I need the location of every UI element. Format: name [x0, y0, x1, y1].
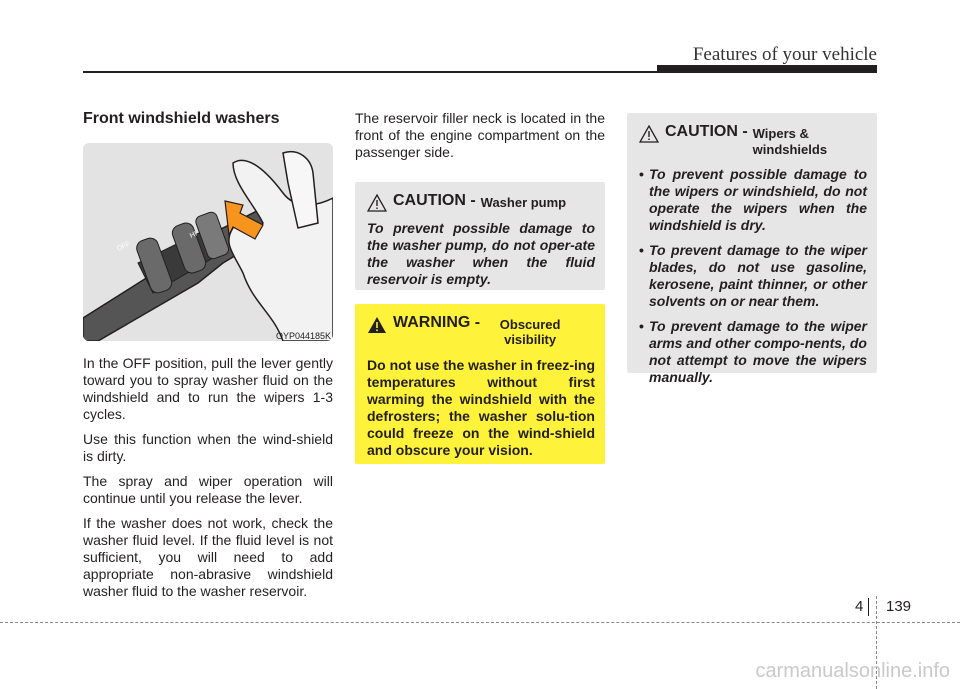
middle-column	[355, 110, 605, 464]
right-column	[627, 113, 877, 385]
paragraph: In the OFF position, pull the lever gently toward you to spray washer fluid on the windshield and to run the wipers 1-3 cycles.	[83, 355, 333, 422]
svg-text:OFF: OFF	[115, 240, 132, 253]
caution-title: Wipers & windshields	[752, 126, 828, 157]
page-number: 139	[886, 598, 912, 615]
footer-rule	[0, 622, 960, 623]
paragraph: If the washer does not work, check the washer fluid level. If the fluid level is not sufficient, you will need to add appropriate non-abrasive windshield washer fluid to the washer reservoir.	[83, 515, 333, 599]
caution-box-wipers-windshields	[627, 113, 877, 385]
caution-triangle-icon	[639, 125, 659, 143]
header-title: Features of your vehicle	[692, 44, 877, 65]
warning-triangle-icon	[367, 316, 387, 334]
chapter-number: 4	[855, 598, 864, 615]
list-item: • To prevent damage to the wiper arms and other compo-nents, do not attempt to move the wipers manually.	[639, 318, 867, 386]
section-title: Front windshield washers	[83, 110, 280, 127]
caution-bullet-list	[639, 166, 867, 386]
wiper-lever-illustration	[83, 143, 333, 341]
paragraph: Use this function when the wind-shield is dirty.	[83, 431, 333, 464]
warning-label: WARNING -	[393, 314, 481, 331]
caution-title: Washer pump	[480, 195, 567, 210]
warning-title: Obscured visibility	[499, 317, 561, 347]
warning-box-obscured-visibility	[355, 304, 605, 464]
svg-text:HI: HI	[188, 230, 199, 240]
warning-text: Do not use the washer in freez-ing temperatures without first warming the windshield with the defrosters; the washer solu-tion could freeze on the wind-shield and obscure your vision.	[367, 357, 595, 458]
caution-box-washer-pump	[355, 182, 605, 290]
header-rule-accent	[657, 65, 877, 72]
paragraph: The spray and wiper operation will continue until you release the lever.	[83, 473, 333, 506]
caution-label: CAUTION -	[665, 123, 748, 140]
left-column	[83, 110, 333, 608]
watermark: carmanualsonline.info	[755, 660, 950, 682]
figure-code: OYP044185K	[275, 331, 331, 341]
list-item: • To prevent possible damage to the wipers or windshield, do not operate the wipers when the windshield is dry.	[639, 166, 867, 234]
caution-text: To prevent possible damage to the washer pump, do not oper-ate the washer when the fluid reservoir is empty.	[367, 220, 595, 287]
caution-triangle-icon	[367, 194, 387, 212]
caution-label: CAUTION -	[393, 192, 476, 209]
list-item: • To prevent damage to the wiper blades, do not use gasoline, kerosene, paint thinner, or other solvents on or near them.	[639, 242, 867, 310]
reservoir-paragraph: The reservoir filler neck is located in the front of the engine compartment on the passenger side.	[355, 110, 605, 160]
footer-divider	[868, 598, 869, 616]
